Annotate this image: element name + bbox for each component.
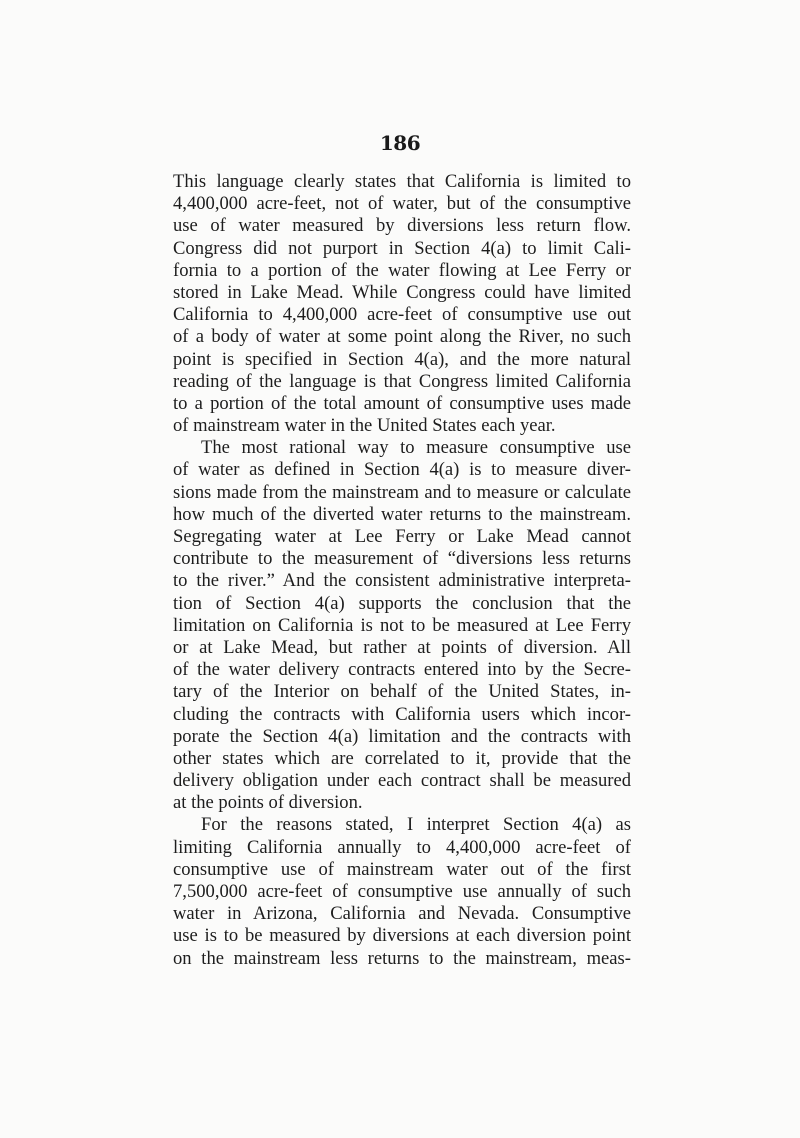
text-line: on the mainstream less returns to the mainstream, meas- [173,947,631,969]
text-line: contribute to the measurement of “diversions less returns [173,548,631,570]
text-line: sions made from the mainstream and to measure or calculate [173,481,631,503]
text-line: to the river.” And the consistent administrative interpreta- [173,570,631,592]
paragraph [173,171,631,437]
text-line: California to 4,400,000 acre-feet of consumptive use out [173,304,631,326]
text-line: limiting California annually to 4,400,000 acre-feet of [173,836,631,858]
text-line: stored in Lake Mead. While Congress could have limited [173,281,631,303]
text-line: 7,500,000 acre-feet of consumptive use annually of such [173,881,631,902]
text-line: use of water measured by diversions less return flow. [173,215,631,237]
paragraph [173,814,631,969]
text-line: use is to be measured by diversions at each diversion point [173,925,631,947]
text-line: This language clearly states that California is limited to [173,171,631,192]
text-line: tary of the Interior on behalf of the United States, in- [173,681,631,703]
paragraph [173,437,631,814]
text-line: consumptive use of mainstream water out of the first [173,858,631,880]
text-line: how much of the diverted water returns to the mainstream. [173,503,631,525]
text-line: to a portion of the total amount of consumptive uses made [173,392,631,414]
text-line: For the reasons stated, I interpret Section 4(a) as [201,814,631,836]
text-line: The most rational way to measure consumptive use [201,437,631,459]
text-line: water in Arizona, California and Nevada. Consumptive [173,903,631,925]
text-line: reading of the language is that Congress limited California [173,370,631,392]
text-line: tion of Section 4(a) supports the conclusion that the [173,592,631,614]
text-line: or at Lake Mead, but rather at points of diversion. All [173,636,631,658]
text-line: other states which are correlated to it, provide that the [173,747,631,769]
body-text [173,171,631,970]
text-line: delivery obligation under each contract shall be measured [173,770,631,792]
text-line: at the points of diversion. [173,792,363,814]
text-line: fornia to a portion of the water flowing at Lee Ferry or [173,259,631,281]
text-line: of mainstream water in the United States each year. [173,415,556,437]
text-line: of water as defined in Section 4(a) is to measure diver- [173,459,631,481]
page-number: 186 [379,131,421,155]
text-line: limitation on California is not to be measured at Lee Ferry [173,614,631,636]
text-line: porate the Section 4(a) limitation and the contracts with [173,725,631,747]
text-line: of a body of water at some point along the River, no such [173,326,631,348]
text-line: Segregating water at Lee Ferry or Lake Mead cannot [173,526,631,547]
text-line: point is specified in Section 4(a), and the more natural [173,348,631,370]
text-line: 4,400,000 acre-feet, not of water, but of the consumptive [173,193,631,215]
text-line: Congress did not purport in Section 4(a) to limit Cali- [173,237,631,259]
text-line: of the water delivery contracts entered into by the Secre- [173,659,631,681]
text-line: cluding the contracts with California users which incor- [173,703,631,725]
